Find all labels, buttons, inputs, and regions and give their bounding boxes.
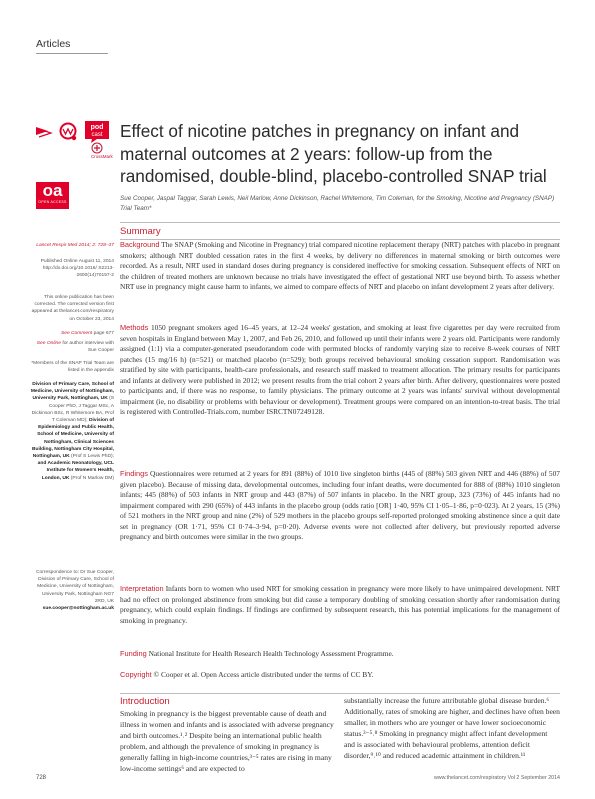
summary-funding: [120, 649, 560, 660]
sidebar-members: *Members of the SNAP Trial Team are listed in the appendix: [31, 361, 114, 374]
findings-label: Findings: [120, 469, 148, 478]
summary-heading: Summary: [120, 226, 161, 237]
online-link[interactable]: See Online: [36, 341, 61, 346]
page-number: 728: [36, 775, 47, 781]
crossmark-label: CrossMark: [91, 154, 113, 159]
title-divider: [120, 222, 560, 223]
badge-icons-svg: [34, 119, 110, 155]
podcast-text-2: cast: [91, 132, 103, 138]
sidebar-published: Published Online August 11, 2014 http://dx.doi.org/10.1016/ S2213-2600(14)70157-2: [40, 259, 114, 279]
affiliation-1: Division of Primary Care, School of Medicine, University of Nottingham, University Park, Nottingham, UK: [30, 382, 114, 402]
funding-text: National Institute for Health Research Health Technology Assessment Programme.: [146, 649, 394, 658]
summary-findings: [120, 469, 560, 543]
correspondence-text: Correspondence to: Dr Sue Cooper, Division of Primary Care, School of Medicine, University of Nottingham, University Park, Nottingham NG7 2RD, UK: [35, 570, 114, 604]
podcast-text-1: pod: [90, 124, 104, 131]
summary-methods: [120, 323, 560, 418]
comment-link[interactable]: See Comment: [60, 331, 93, 336]
interpretation-text: Infants born to women who used NRT for smoking cessation in pregnancy were more likely to have unimpaired development. NRT had no effect on prolonged abstinence from smoking but did cause a temporary doubling of smoking cessation shortly after randomisation during pregnancy, which could explain findings. If findings are confirmed by subsequent research, this has potential implications for the management of smoking in pregnancy.: [120, 584, 560, 625]
summary-copyright: [120, 670, 560, 681]
affiliation-2-people: (Prof S Lewis PhD);: [69, 454, 114, 460]
intro-divider: [120, 693, 560, 694]
summary-interpretation: [120, 584, 560, 626]
findings-text: Questionnaires were returned at 2 years for 891 (88%) of 1010 live singleton births (445 of (88%) 503 given NRT and 446 (88%) of 507 given placebo). Because of missing data, developmental outcomes, including four infant deaths, were documented for 888 of (88%) 1010 singleton infants; 445 (88%) of 503 infants in NRT group and 443 (87%) of 507 infants in placebo. In the NRT group, 323 (73%) of 445 infants had no impairment compared with 290 (65%) of 443 infants in the placebo group (odds ratio [OR] 1·40, 95% CI 1·05–1·86, p=0·023). At 2 years, 15 (3%) of 521 mothers in the NRT group and nine (2%) of 529 mothers in the placebo groups self-reported prolonged smoking abstinence since a quit date set in pregnancy (OR 1·71, 95% CI 0·74–3·94, p=0·20). Adverse events were not collected after delivery, but previously reported adverse pregnancy and birth outcomes were similar in the two groups.: [120, 469, 560, 542]
affiliation-2: Division of Epidemiology and Public Health, School of Medicine, University of Nottingham, Clinical Sciences Building, Nottingham City Hospital, Nottingham, UK: [31, 418, 114, 460]
online-text: for author interview with Sue Cooper: [60, 341, 114, 354]
section-rule: [36, 53, 108, 54]
sidebar-online: [30, 340, 114, 354]
interpretation-label: Interpretation: [120, 584, 164, 593]
affiliation-1-people: (S Cooper PhD, J Taggar MSc, A Dickinson BSc, R Whitemore BA, Prof T Coleman MD);: [31, 396, 114, 424]
background-text: The SNAP (Smoking and Nicotine in Pregnancy) trial compared nicotine replacement therapy (NRT) patches with placebo in pregnant smokers; although NRT doubled cessation rates in the first 4 weeks, by delivery no differences in maternal smoking or birth outcomes were recorded. As a result, NRT used in standard doses during pregnancy is considered ineffective for smoking cessation. Subsequent effects of NRT on the children of treated mothers are unknown because no trials have investigated the effect of gestational NRT use beyond birth. To assess whether NRT use in pregnancy might cause harm to infants, we aimed to compare effects of NRT and placebo on infant development 2 years after delivery.: [120, 240, 560, 292]
mail-arrow-icon: [36, 127, 51, 137]
funding-label: Funding: [120, 649, 147, 658]
intro-column-1: Smoking in pregnancy is the biggest preventable cause of death and illness in women and infants and is associated with adverse pregnancy and birth outcomes.¹˒² Despite being an international public health problem, and although the prevalence of smoking in pregnancy is generally falling in high-income countries,³⁻⁵ rates are rising in many low-income settings⁶ and are expected to: [120, 709, 334, 773]
sidebar-comment: [30, 330, 114, 337]
article-title: Effect of nicotine patches in pregnancy on infant and maternal outcomes at 2 years: follow-up from the randomised, double-blind, placebo-controlled SNAP trial: [120, 121, 547, 186]
sidebar-citation: [30, 242, 114, 249]
sidebar-affiliations: [30, 381, 114, 482]
methods-text: 1050 pregnant smokers aged 16–45 years, at 12–24 weeks' gestation, and smoking at least five cigarettes per day were recruited from seven hospitals in England between May 1, 2007, and Feb 26, 2010, and followed up until their infants were 2 years old. Participants were randomly assigned (1:1) via a computer-generated pseudorandom code with permuted blocks of randomly varying size to receive 8-week courses of NRT patches (15 mg/16 h) (n=521) or matched placebo (n=529); both groups received behavioural smoking cessation support. Randomisation was stratified by site with participants, health-care professionals, and research staff masked to treatment allocation. The primary results for participants and infants at delivery were published in 2012; we present results from the trial cohort 2 years after birth. After delivery, questionnaires were posted to participants and, if there was no response, to family physicians. The primary outcome at 2 years was infants' survival without developmental impairment (ie, no disability or problems with behaviour or development). Treatment groups were compared on an intention-to-treat basis. The trial is registered with Controlled-Trials.com, number ISRCTN07249128.: [120, 323, 560, 417]
comment-page: page 677: [92, 331, 114, 336]
summary-background: [120, 240, 560, 293]
open-access-text: OPEN ACCESS: [38, 200, 67, 204]
copyright-text: © Cooper et al. Open Access article distributed under the terms of CC BY.: [151, 670, 374, 679]
intro-column-2: substantially increase the future attributable global disease burden.⁶ Additionally, rates of smoking are higher, and declines have often been smaller, in mothers who are younger or have lower socioeconomic status.³⁻⁵˒⁸ Smoking in pregnancy might affect infant development and is associated with behavioural problems, attention deficit disorder,⁹˒¹⁰ and reduced academic attainment in children.¹¹: [344, 696, 560, 760]
copyright-label: Copyright: [120, 670, 152, 679]
author-list: Sue Cooper, Jaspal Taggar, Sarah Lewis, Neil Marlow, Anne Dickinson, Rachel Whitemore, Tim Coleman, for the Smoking, Nicotine and Pregnancy (SNAP) Trial Team*: [120, 195, 555, 212]
open-access-badge: [36, 182, 69, 209]
sidebar-correction: This online publication has been corrected. The corrected version first appeared at thelancet.com/respiratory on October 23, 2014: [31, 295, 114, 322]
crossmark-icon: [92, 143, 102, 153]
section-label: Articles: [36, 38, 71, 50]
altmetric-icon: [61, 124, 77, 141]
sidebar-correspondence: [30, 569, 114, 612]
article-badges: [34, 119, 110, 155]
correspondence-email[interactable]: sue.cooper@nottingham.ac.uk: [42, 606, 114, 612]
affiliation-3: and Academic Neonatology, UCL Institute for Women's Health, London, UK: [37, 461, 114, 481]
journal-footer: www.thelancet.com/respiratory Vol 2 September 2014: [433, 775, 560, 781]
methods-label: Methods: [120, 323, 149, 332]
citation-text: Lancet Respir Med 2014; 2: 728–37: [36, 243, 114, 248]
affiliation-3-people: (Prof N Marlow DM): [69, 475, 114, 481]
background-label: Background: [120, 240, 160, 249]
introduction-heading: Introduction: [120, 696, 170, 707]
podcast-icon: [85, 121, 109, 143]
open-access-logo: oa: [42, 181, 63, 200]
